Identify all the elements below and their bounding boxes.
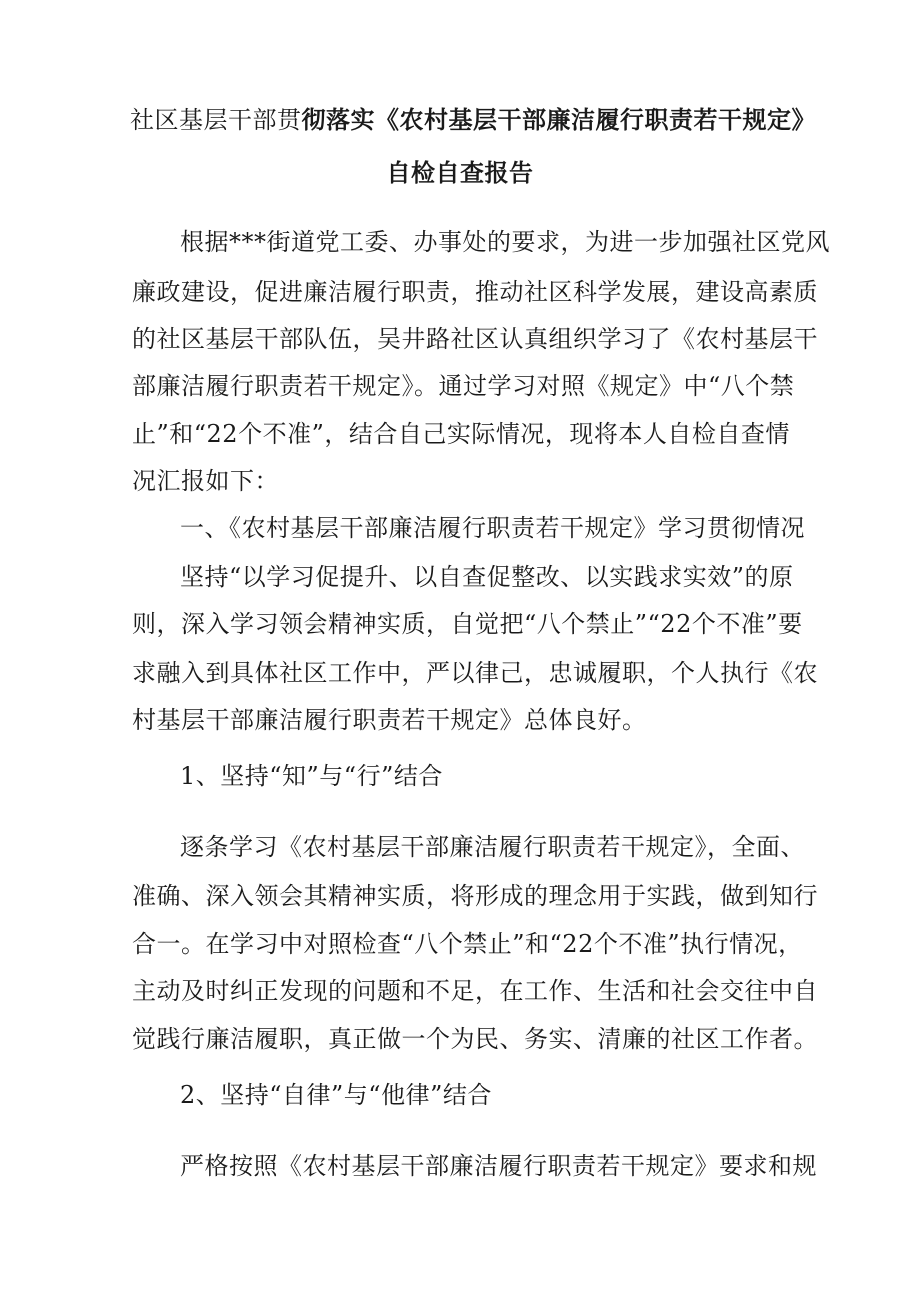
item1-heading: 1、坚持“知”与“行”结合 [180,762,443,790]
title-main: 彻落实《农村基层干部廉洁履行职责若干规定》 [301,105,816,134]
item2-heading: 2、坚持“自律”与“他律”结合 [180,1081,492,1109]
document-title-line1 [130,105,816,135]
item2-line-1: 严格按照《农村基层干部廉洁履行职责若干规定》要求和规 [180,1152,817,1180]
intro-line-5: 止”和“22个不准”，结合自己实际情况，现将本人自检自查情 [132,420,790,448]
document-title-line2: 自检自查报告 [386,158,534,187]
item1-line-1: 逐条学习《农村基层干部廉洁履行职责若干规定》，全面、 [180,833,805,861]
section1-line-1: 坚持“以学习促提升、以自查促整改、以实践求实效”的原 [180,563,794,591]
intro-line-2: 廉政建设，促进廉洁履行职责，推动社区科学发展，建设高素质 [132,278,818,306]
item1-line-5: 觉践行廉洁履职，真正做一个为民、务实、清廉的社区工作者。 [132,1025,818,1053]
intro-line-3: 的社区基层干部队伍，吴井路社区认真组织学习了《农村基层干 [132,325,818,353]
section1-line-3: 求融入到具体社区工作中，严以律己，忠诚履职，个人执行《农 [132,659,818,687]
intro-line-6: 况汇报如下： [132,467,279,495]
intro-line-1: 根据***街道党工委、办事处的要求，为进一步加强社区党风 [180,228,830,256]
item1-line-3: 合一。在学习中对照检查“八个禁止”和“22个不准”执行情况， [132,930,803,958]
section1-line-2: 则，深入学习领会精神实质，自觉把“八个禁止”“22个不准”要 [132,610,803,638]
title-prefix: 社区基层干部贯 [130,106,302,134]
section1-heading: 一、《农村基层干部廉洁履行职责若干规定》学习贯彻情况 [180,514,805,542]
item1-line-2: 准确、深入领会其精神实质，将形成的理念用于实践，做到知行 [132,882,818,910]
intro-line-4: 部廉洁履行职责若干规定》。通过学习对照《规定》中“八个禁 [132,372,795,400]
section1-line-4: 村基层干部廉洁履行职责若干规定》总体良好。 [132,706,647,734]
item1-line-4: 主动及时纠正发现的问题和不足，在工作、生活和社会交往中自 [132,977,818,1005]
